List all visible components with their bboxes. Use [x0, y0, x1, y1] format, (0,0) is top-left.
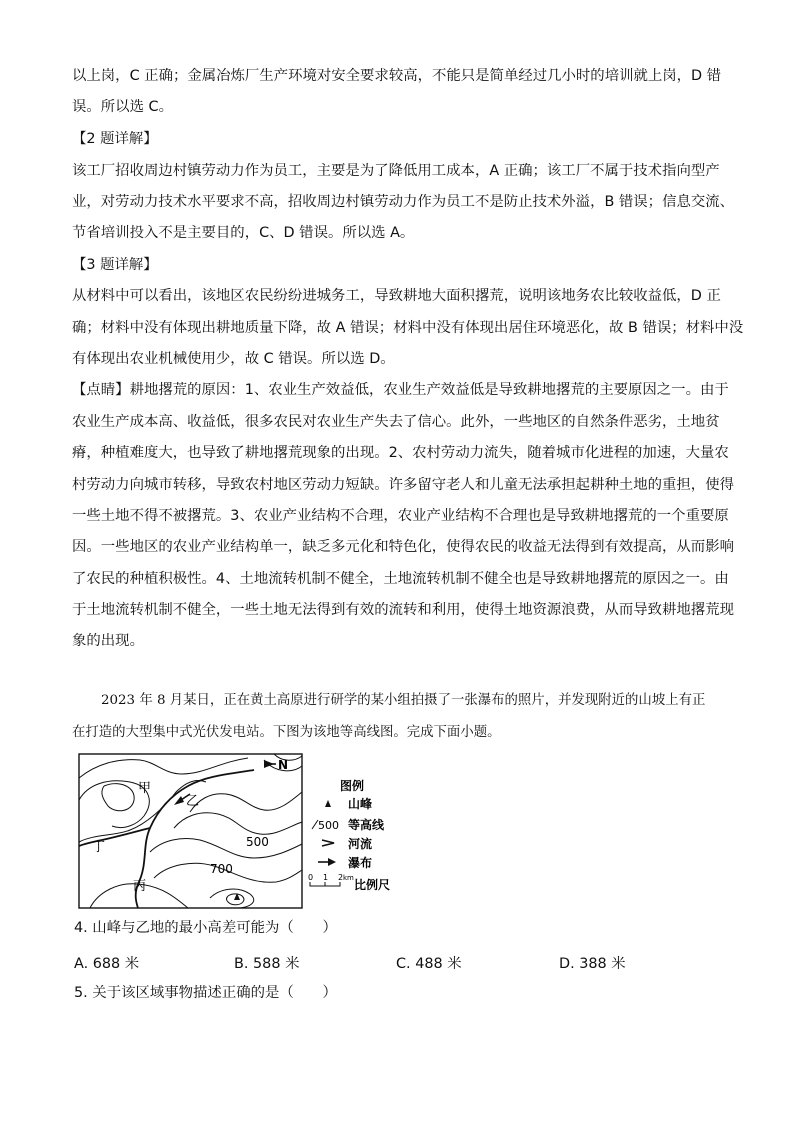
text-line: 确；材料中没有体现出耕地质量下降，故 A 错误；材料中没有体现出居住环境恶化，故 B 错误；材料中没	[72, 320, 744, 336]
legend-waterfall: 瀑布	[348, 856, 373, 870]
legend-river: 河流	[348, 837, 373, 851]
place-jia: 甲	[138, 781, 152, 796]
q4-option-b[interactable]: B. 588 米	[234, 956, 300, 972]
text-line: 一些土地不得不被撂荒。3、农业产业结构不合理，农业产业结构不合理也是导致耕地撂荒的一个重要原	[72, 508, 729, 524]
text-line: 误。所以选 C。	[72, 99, 173, 115]
question-4-stem: 4. 山峰与乙地的最小高差可能为（ ）	[74, 920, 337, 936]
river	[79, 770, 254, 908]
legend-peak-icon	[325, 800, 331, 807]
text-line: 于土地流转机制不健全，一些土地无法得到有效的流转和利用，使得土地资源浪费，从而导致耕地撂荒现	[72, 602, 734, 618]
legend-river-icon	[322, 840, 334, 846]
map-frame	[79, 754, 302, 908]
legend-title: 图例	[340, 779, 365, 793]
text-line: 【点睛】耕地撂荒的原因：1、农业生产效益低，农业生产效益低是导致耕地撂荒的主要原因之一。由于	[72, 382, 729, 398]
text-line: 有体现出农业机械使用少，故 C 错误。所以选 D。	[72, 351, 395, 367]
question-intro: 在打造的大型集中式光伏发电站。下图为该地等高线图。完成下面小题。	[72, 725, 501, 740]
legend-scale: 比例尺	[354, 878, 391, 892]
text-line: 该工厂招收周边村镇劳动力作为员工，主要是为了降低用工成本，A 正确；该工厂不属于技术指向型产	[72, 163, 720, 179]
contour-label-500: 500	[246, 835, 269, 849]
legend-scale-bar	[308, 873, 354, 886]
contour-label-700: 700	[210, 862, 233, 876]
scale-tick-1: 1	[323, 873, 329, 882]
question-5-stem: 5. 关于该区域事物描述正确的是（ ）	[74, 985, 337, 1001]
scale-tick-2: 2	[338, 873, 344, 882]
place-bing: 丙	[133, 879, 147, 894]
section-heading: 【2 题详解】	[72, 131, 158, 147]
text-line: 因。一些地区的农业产业结构单一，缺乏多元化和特色化，使得农民的收益无法得到有效提高，从而影响	[72, 539, 734, 555]
section-heading: 【3 题详解】	[72, 257, 158, 273]
text-line: 从材料中可以看出，该地区农民纷纷进城务工，导致耕地大面积撂荒，说明该地务农比较收益低，D 正	[72, 288, 721, 304]
text-line: 农业生产成本高、收益低，很多农民对农业生产失去了信心。此外，一些地区的自然条件恶劣，土地贫	[72, 414, 720, 430]
text-line: 业，对劳动力技术水平要求不高，招收周边村镇劳动力作为员工不是防止技术外溢，B 错误；信息交流、	[72, 194, 735, 210]
legend-contour-value: 500	[318, 819, 339, 832]
contour-lines	[79, 754, 302, 908]
north-arrow	[264, 758, 288, 772]
q4-option-a[interactable]: A. 688 米	[74, 956, 140, 972]
legend-peak: 山峰	[348, 797, 373, 811]
scale-unit: km	[343, 874, 354, 882]
question-intro: 2023 年 8 月某日，正在黄土高原进行研学的某小组拍摄了一张瀑布的照片，并发现附近的山坡上有正	[101, 693, 706, 708]
scale-tick-0: 0	[308, 873, 314, 882]
legend-contour: 等高线	[348, 818, 385, 832]
contour-map	[78, 752, 413, 912]
text-line: 村劳动力向城市转移，导致农村地区劳动力短缺。许多留守老人和儿童无法承担起耕种土地的重担，使得	[72, 477, 734, 493]
north-label: N	[278, 758, 289, 772]
text-line: 节省培训投入不是主要目的，C、D 错误。所以选 A。	[72, 225, 415, 241]
map-legend	[308, 778, 390, 892]
q4-option-c[interactable]: C. 488 米	[396, 956, 462, 972]
text-line: 了农民的种植积极性。4、土地流转机制不健全，土地流转机制不健全也是导致耕地撂荒的原因之一。由	[72, 571, 729, 587]
place-ding: 丁	[92, 840, 106, 855]
q4-option-d[interactable]: D. 388 米	[559, 956, 626, 972]
place-yi: 乙	[186, 794, 200, 809]
text-line: 象的出现。	[72, 633, 144, 649]
text-line: 瘠，种植难度大，也导致了耕地撂荒现象的出现。2、农村劳动力流失，随着城市化进程的加速，大量农	[72, 445, 729, 461]
text-line: 以上岗，C 正确；金属冶炼厂生产环境对安全要求较高，不能只是简单经过几小时的培训就上岗，D 错	[72, 68, 722, 84]
